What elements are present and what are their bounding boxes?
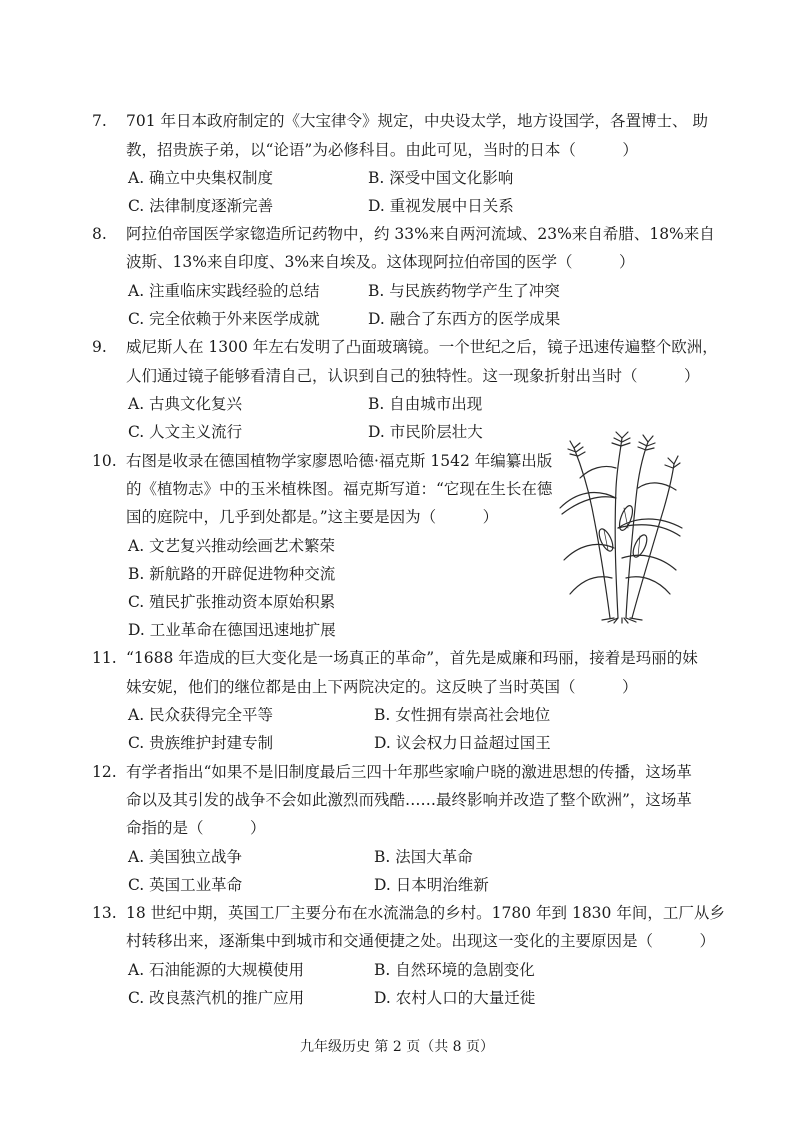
option-a: A. 民众获得完全平等 bbox=[128, 706, 274, 724]
question-text-line: 威尼斯人在 1300 年左右发明了凸面玻璃镜。一个世纪之后，镜子迅速传遍整个欧洲， bbox=[126, 338, 718, 356]
option-d: D. 工业革命在德国迅速地扩展 bbox=[128, 621, 336, 639]
option-b: B. 深受中国文化影响 bbox=[368, 169, 514, 187]
option-b: B. 新航路的开辟促进物种交流 bbox=[128, 565, 336, 583]
option-c: C. 贵族维护封建专制 bbox=[128, 734, 274, 752]
question-number: 10. bbox=[92, 452, 117, 470]
question-number: 8. bbox=[92, 225, 107, 243]
option-b: B. 女性拥有崇高社会地位 bbox=[374, 706, 551, 724]
question-number: 7. bbox=[92, 112, 107, 130]
corn-plant-illustration-icon bbox=[556, 428, 686, 624]
option-a: A. 石油能源的大规模使用 bbox=[128, 961, 305, 979]
question-text-line: 的《植物志》中的玉米植株图。福克斯写道：“它现在生长在德 bbox=[126, 480, 553, 498]
option-b: B. 自由城市出现 bbox=[368, 395, 483, 413]
question-text-line: “1688 年造成的巨大变化是一场真正的革命”，首先是威廉和玛丽，接着是玛丽的妹 bbox=[126, 649, 698, 667]
option-d: D. 日本明治维新 bbox=[374, 876, 489, 894]
question-text-line: 701 年日本政府制定的《大宝律令》规定，中央设太学，地方设国学，各置博士、 助 bbox=[126, 112, 708, 130]
option-a: A. 古典文化复兴 bbox=[128, 395, 243, 413]
option-d: D. 重视发展中日关系 bbox=[368, 197, 514, 215]
option-c: C. 英国工业革命 bbox=[128, 876, 243, 894]
option-c: C. 完全依赖于外来医学成就 bbox=[128, 310, 320, 328]
option-a: A. 注重临床实践经验的总结 bbox=[128, 282, 320, 300]
option-c: C. 殖民扩张推动资本原始积累 bbox=[128, 593, 336, 611]
option-d: D. 融合了东西方的医学成果 bbox=[368, 310, 561, 328]
option-b: B. 自然环境的急剧变化 bbox=[374, 961, 535, 979]
question-number: 11. bbox=[92, 649, 117, 667]
page-footer: 九年级历史 第 2 页（共 8 页） bbox=[299, 1039, 495, 1055]
option-a: A. 文艺复兴推动绘画艺术繁荣 bbox=[128, 537, 336, 555]
option-d: D. 议会权力日益超过国王 bbox=[374, 734, 551, 752]
question-text-line: 有学者指出“如果不是旧制度最后三四十年那些家喻户晓的激进思想的传播，这场革 bbox=[126, 763, 692, 781]
option-a: A. 确立中央集权制度 bbox=[128, 169, 274, 187]
option-b: B. 与民族药物学产生了冲突 bbox=[368, 282, 560, 300]
option-c: C. 改良蒸汽机的推广应用 bbox=[128, 989, 305, 1007]
question-text-line: 村转移出来，逐渐集中到城市和交通便捷之处。出现这一变化的主要原因是（ ） bbox=[126, 932, 716, 950]
option-c: C. 法律制度逐渐完善 bbox=[128, 197, 274, 215]
question-text-line: 国的庭院中，几乎到处都是。”这主要是因为（ ） bbox=[126, 508, 499, 526]
question-number: 9. bbox=[92, 338, 107, 356]
question-text-line: 波斯、13%来自印度、3%来自埃及。这体现阿拉伯帝国的医学（ ） bbox=[126, 253, 635, 271]
question-number: 12. bbox=[92, 763, 117, 781]
question-text-line: 人们通过镜子能够看清自己，认识到自己的独特性。这一现象折射出当时（ ） bbox=[126, 367, 700, 385]
question-text-line: 命指的是（ ） bbox=[126, 819, 266, 837]
question-text-line: 右图是收录在德国植物学家廖恩哈德·福克斯 1542 年编纂出版 bbox=[126, 452, 553, 470]
question-text-line: 妹安妮，他们的继位都是由上下两院决定的。这反映了当时英国（ ） bbox=[126, 678, 638, 696]
question-text-line: 命以及其引发的战争不会如此激烈而残酷……最终影响并改造了整个欧洲”，这场革 bbox=[126, 791, 692, 809]
question-text-line: 阿拉伯帝国医学家锪造所记药物中，约 33%来自两河流域、23%来自希腊、18%来自 bbox=[126, 225, 715, 243]
option-c: C. 人文主义流行 bbox=[128, 423, 243, 441]
option-b: B. 法国大革命 bbox=[374, 848, 473, 866]
question-text-line: 教，招贵族子弟，以“论语”为必修科目。由此可见，当时的日本（ ） bbox=[126, 141, 638, 159]
option-d: D. 农村人口的大量迁徙 bbox=[374, 989, 536, 1007]
option-a: A. 美国独立战争 bbox=[128, 848, 243, 866]
question-number: 13. bbox=[92, 904, 117, 922]
option-d: D. 市民阶层壮大 bbox=[368, 423, 483, 441]
question-text-line: 18 世纪中期，英国工厂主要分布在水流湍急的乡村。1780 年到 1830 年间，工厂从乡 bbox=[126, 904, 725, 922]
